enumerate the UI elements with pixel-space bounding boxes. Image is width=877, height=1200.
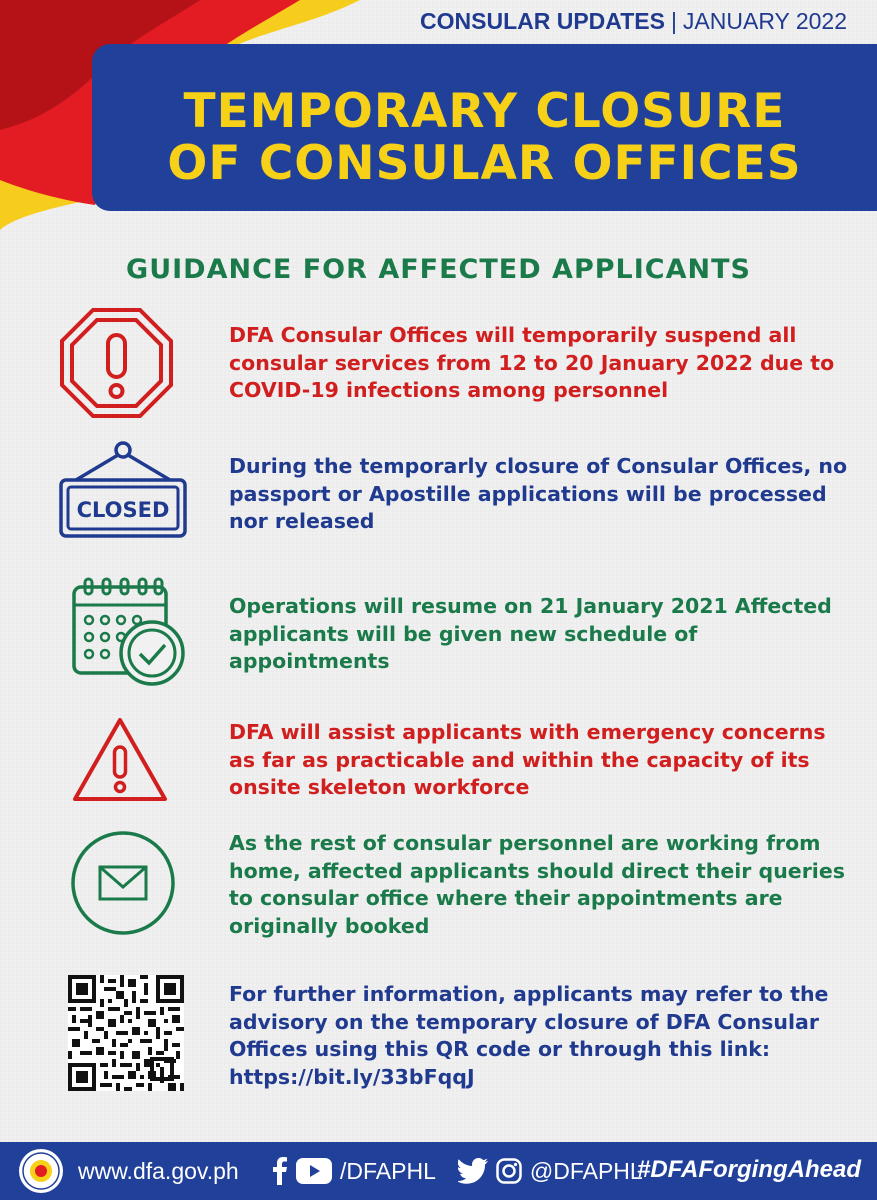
item-text: Operations will resume on 21 January 2021 Affected applicants will be given new schedule of appointments: [229, 594, 832, 673]
hashtag-label: #DFAForgingAhead: [636, 1156, 861, 1183]
title-line-2: OF CONSULAR OFFICES: [167, 136, 802, 191]
twitter-instagram-handle[interactable]: @DFAPHL: [529, 1157, 643, 1184]
calendar-clock-icon: [70, 575, 188, 687]
envelope-icon: [70, 830, 176, 936]
header-meta: [420, 8, 847, 35]
warning-triangle-icon: [70, 715, 170, 805]
social-links: [272, 1154, 643, 1188]
date-label: JANUARY 2022: [682, 8, 847, 34]
dfa-seal-icon: [18, 1148, 64, 1194]
item-text: During the temporarly closure of Consular Offices, no passport or Apostille applications will be processed nor released: [229, 454, 848, 533]
title-line-1: TEMPORARY CLOSURE: [183, 84, 786, 139]
facebook-icon[interactable]: [272, 1157, 288, 1185]
instagram-icon[interactable]: [496, 1158, 522, 1184]
facebook-youtube-handle[interactable]: /DFAPHL: [340, 1157, 436, 1184]
footer-bar: [0, 1142, 877, 1200]
section-title: GUIDANCE FOR AFFECTED APPLICANTS: [126, 254, 751, 285]
item-text: For further information, applicants may refer to the advisory on the temporary closure of DFA Consular Offices using this QR code or through this link: https://bit.ly/33bFqqJ: [229, 982, 829, 1089]
stop-sign-icon: [59, 307, 174, 419]
divider: |: [670, 8, 677, 34]
twitter-icon[interactable]: [458, 1158, 488, 1184]
item-text: DFA will assist applicants with emergency concerns as far as practicable and within the capacity of its onsite skeleton workforce: [229, 720, 826, 799]
closed-sign-label: CLOSED: [76, 498, 170, 522]
title-banner: [92, 44, 877, 211]
item-text: DFA Consular Offices will temporarily suspend all consular services from 12 to 20 January 2022 due to COVID-19 infections among personnel: [229, 323, 835, 402]
website-link[interactable]: www.dfa.gov.ph: [78, 1158, 239, 1184]
youtube-icon[interactable]: [296, 1158, 332, 1184]
closed-sign-icon: [58, 440, 188, 540]
page-title: [92, 86, 877, 190]
item-text: As the rest of consular personnel are working from home, affected applicants should direct their queries to consular office where their appointments are originally booked: [229, 831, 845, 938]
category-label: CONSULAR UPDATES: [420, 8, 665, 34]
qr-code-icon: [68, 975, 184, 1091]
